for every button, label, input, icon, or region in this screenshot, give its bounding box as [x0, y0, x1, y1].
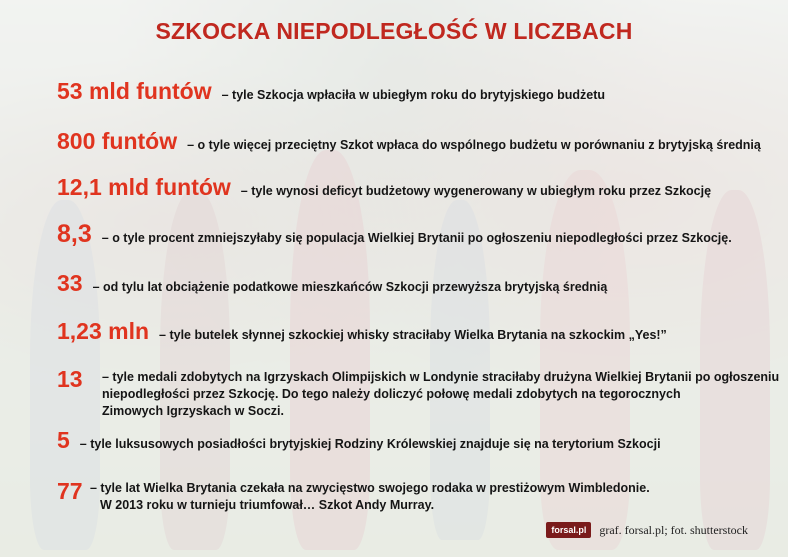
fact-row [57, 427, 661, 454]
fact-value: 12,1 mld funtów [57, 174, 231, 200]
fact-description-line: Zimowych Igrzyskach w Soczi. [102, 404, 285, 418]
fact-description-line: W 2013 roku w turnieju triumfował… Szkot Andy Murray. [100, 498, 435, 512]
fact-description-line: – tyle medali zdobytych na Igrzyskach Olimpijskich w Londynie straciłaby drużyna Wielkiej Brytanii po ogłoszeniu [102, 370, 780, 384]
fact-description [90, 480, 650, 514]
fact-description: – tyle luksusowych posiadłości brytyjskiej Rodziny Królewskiej znajduje się na terytorium Szkocji [79, 437, 661, 451]
fact-row [57, 174, 711, 201]
fact-description: – tyle wynosi deficyt budżetowy wygenerowany w ubiegłym roku przez Szkocję [240, 184, 712, 198]
fact-description: – od tylu lat obciążenie podatkowe mieszkańców Szkocji przewyższa brytyjską średnią [92, 280, 608, 294]
page-title: SZKOCKA NIEPODLEGŁOŚĆ W LICZBACH [155, 18, 633, 44]
fact-row [57, 366, 93, 393]
fact-value: 53 mld funtów [57, 78, 212, 104]
fact-description: – o tyle więcej przeciętny Szkot wpłaca do wspólnego budżetu w porównaniu z brytyjską średnią [187, 138, 761, 152]
fact-row [57, 478, 93, 505]
footer [546, 522, 748, 538]
fact-value: 800 funtów [57, 128, 178, 154]
fact-description-line: – tyle lat Wielka Brytania czekała na zwycięstwo swojego rodaka w prestiżowym Wimbledonie. [90, 481, 650, 495]
fact-description: – tyle butelek słynnej szkockiej whisky straciłaby Wielka Brytania na szkockim „Yes!” [159, 328, 667, 342]
fact-description: – o tyle procent zmniejszyłaby się populacja Wielkiej Brytanii po ogłoszeniu niepodległości przez Szkocję. [101, 231, 732, 245]
fact-value: 77 [57, 478, 83, 504]
fact-value: 13 [57, 366, 83, 392]
fact-row [57, 78, 605, 105]
fact-description: – tyle Szkocja wpłaciła w ubiegłym roku do brytyjskiego budżetu [221, 88, 606, 102]
fact-value: 8,3 [57, 220, 92, 248]
fact-row [57, 128, 761, 155]
fact-description [102, 369, 779, 420]
fact-row [57, 318, 667, 345]
fact-description-line: niepodległości przez Szkocję. Do tego należy doliczyć połowę medali zdobytych na tegorocznych [102, 387, 681, 401]
fact-value: 5 [57, 427, 70, 453]
forsal-logo: forsal.pl [546, 522, 591, 538]
photo-credit: graf. forsal.pl; fot. shutterstock [599, 522, 748, 537]
fact-value: 1,23 mln [57, 318, 150, 344]
fact-row [57, 270, 607, 297]
fact-value: 33 [57, 270, 83, 296]
fact-row [57, 220, 732, 249]
